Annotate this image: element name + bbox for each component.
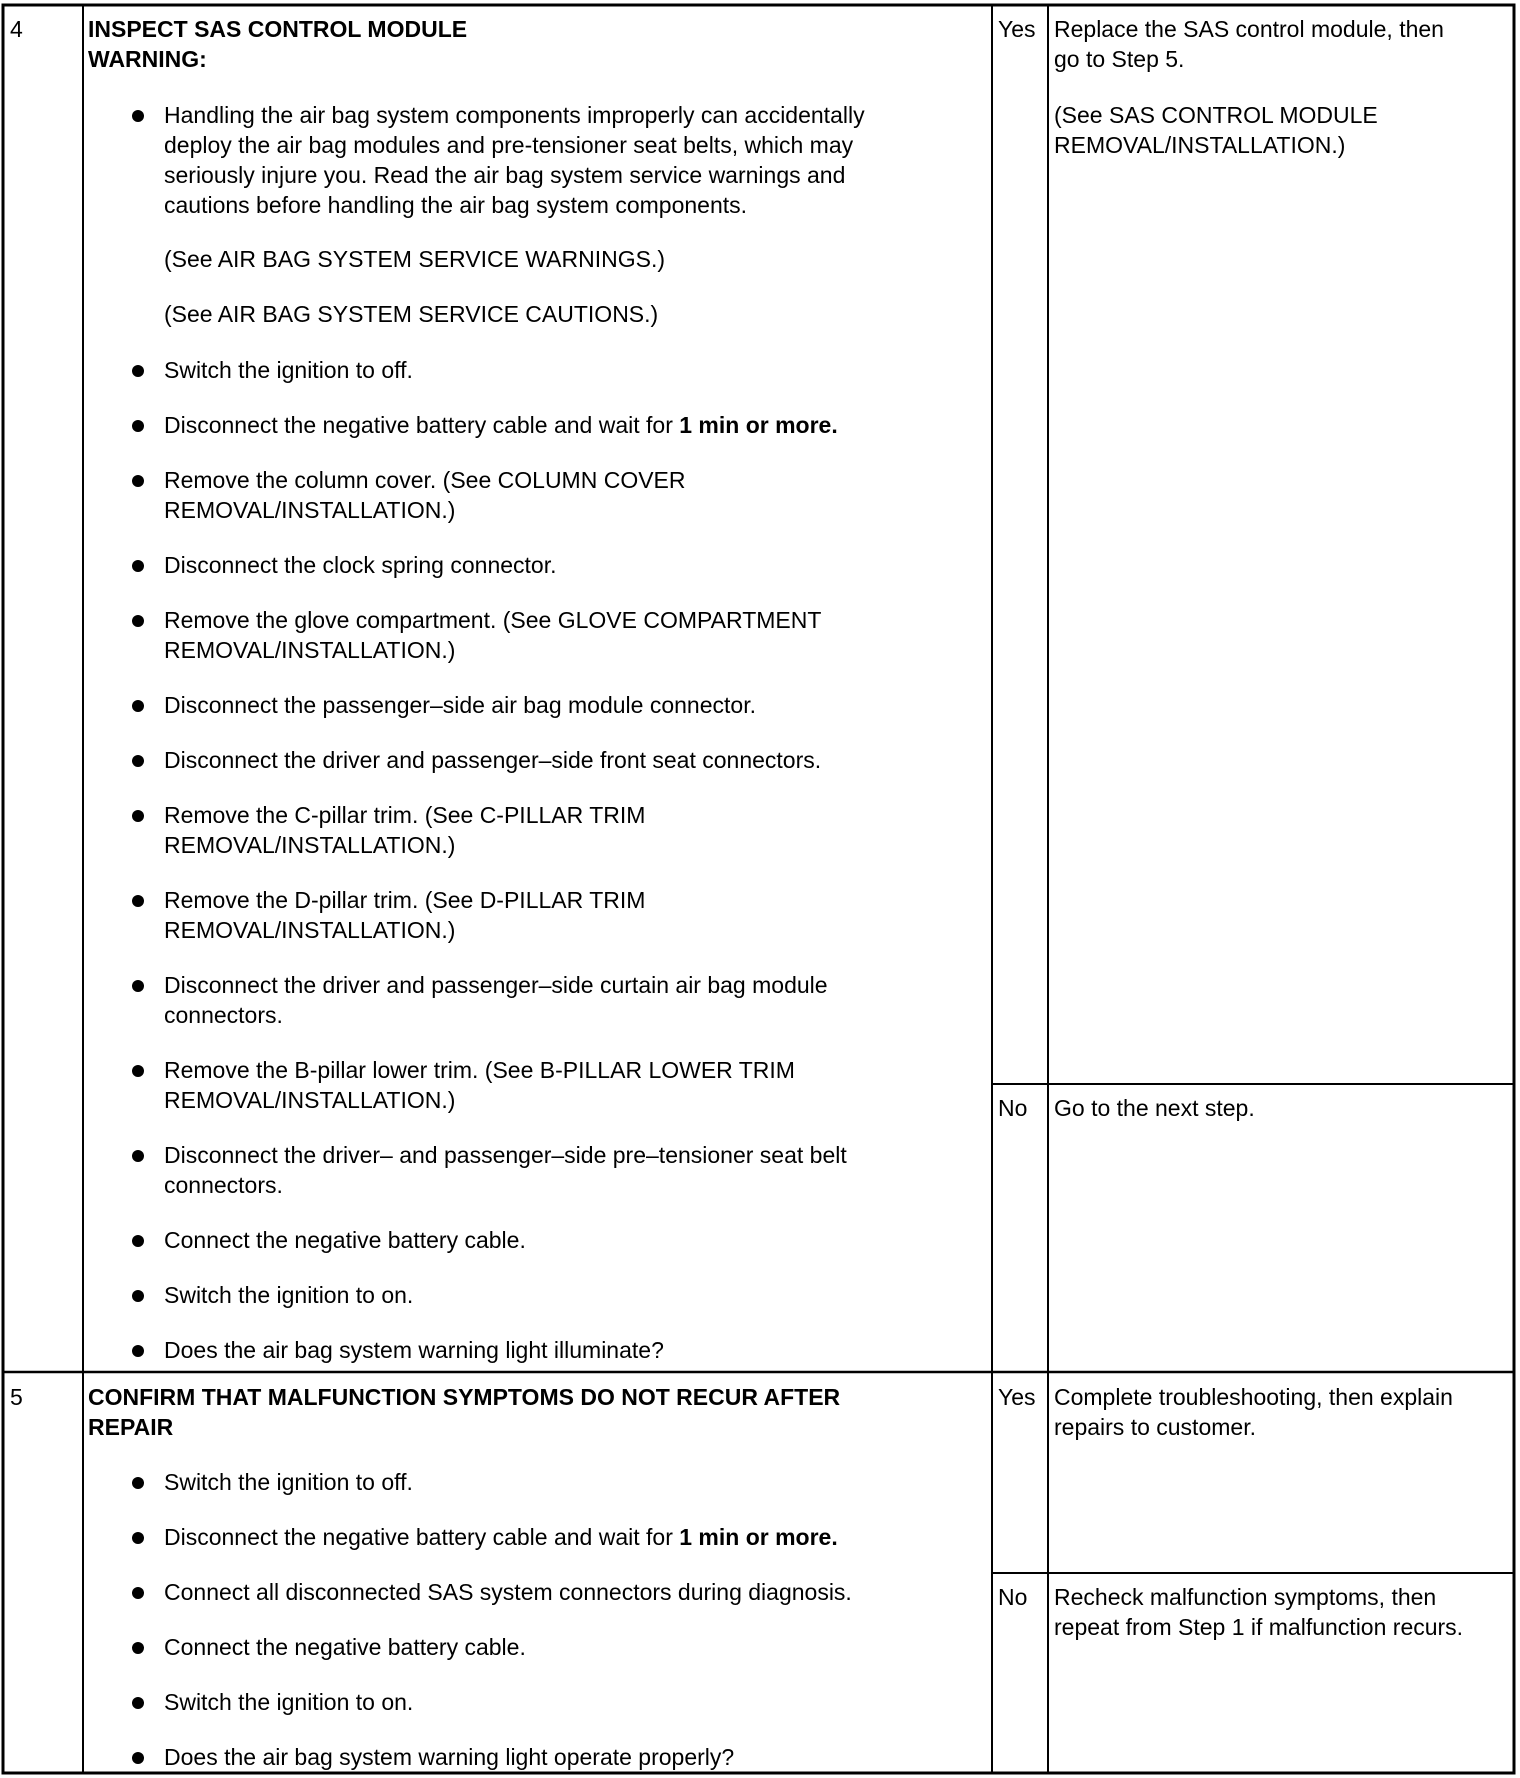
yes-result-line: Replace the SAS control module, then xyxy=(1054,16,1444,42)
no-label: No xyxy=(998,1584,1028,1610)
list-item-continuation: connectors. xyxy=(164,1172,283,1198)
list-item: Remove the glove compartment. (See GLOVE COMPARTMENT xyxy=(164,607,822,633)
list-item xyxy=(164,410,838,440)
bullet-icon xyxy=(132,1150,144,1162)
yes-result-line: Complete troubleshooting, then explain xyxy=(1054,1384,1453,1410)
step-number: 4 xyxy=(10,16,23,42)
list-item: Disconnect the driver– and passenger–side pre–tensioner seat belt xyxy=(164,1142,847,1168)
bullet-icon xyxy=(132,810,144,822)
bullet-icon xyxy=(132,1642,144,1654)
list-item-text: Disconnect the negative battery cable and wait for xyxy=(164,412,680,438)
list-item-continuation: REMOVAL/INSTALLATION.) xyxy=(164,497,456,523)
list-item: Switch the ignition to off. xyxy=(164,357,413,383)
yes-result-reference: (See SAS CONTROL MODULE xyxy=(1054,102,1378,128)
bullet-icon xyxy=(132,1290,144,1302)
bullet-icon xyxy=(132,365,144,377)
yes-result-line: repairs to customer. xyxy=(1054,1414,1256,1440)
list-item: Remove the B-pillar lower trim. (See B-PILLAR LOWER TRIM xyxy=(164,1057,795,1083)
bullet-icon xyxy=(132,420,144,432)
list-item-continuation: REMOVAL/INSTALLATION.) xyxy=(164,1087,456,1113)
no-result-line: Recheck malfunction symptoms, then xyxy=(1054,1584,1437,1610)
warning-label: WARNING: xyxy=(88,46,207,72)
yes-label: Yes xyxy=(998,1384,1036,1410)
warning-text-line: seriously injure you. Read the air bag system service warnings and xyxy=(164,162,846,188)
list-item-continuation: connectors. xyxy=(164,1002,283,1028)
list-item: Connect the negative battery cable. xyxy=(164,1634,526,1660)
step-title: INSPECT SAS CONTROL MODULE xyxy=(88,16,468,42)
step-title: CONFIRM THAT MALFUNCTION SYMPTOMS DO NOT RECUR AFTER xyxy=(88,1384,841,1410)
bullet-icon xyxy=(132,475,144,487)
list-item-continuation: REMOVAL/INSTALLATION.) xyxy=(164,832,456,858)
list-item-text: Disconnect the negative battery cable and wait for xyxy=(164,1524,680,1550)
yes-label: Yes xyxy=(998,16,1036,42)
list-item-emphasis: 1 min or more. xyxy=(679,1524,838,1550)
warning-text-line: deploy the air bag modules and pre-tensioner seat belts, which may xyxy=(164,132,854,158)
list-item: Switch the ignition to off. xyxy=(164,1469,413,1495)
bullet-icon xyxy=(132,1345,144,1357)
list-item: Connect all disconnected SAS system connectors during diagnosis. xyxy=(164,1579,852,1605)
yes-result-reference: REMOVAL/INSTALLATION.) xyxy=(1054,132,1346,158)
bullet-icon xyxy=(132,615,144,627)
list-item: Switch the ignition to on. xyxy=(164,1282,414,1308)
bullet-icon xyxy=(132,560,144,572)
bullet-icon xyxy=(132,1532,144,1544)
warning-text-line: cautions before handling the air bag system components. xyxy=(164,192,748,218)
list-item-continuation: REMOVAL/INSTALLATION.) xyxy=(164,637,456,663)
bullet-icon xyxy=(132,110,144,122)
yes-result-line: go to Step 5. xyxy=(1054,46,1185,72)
bullet-icon xyxy=(132,980,144,992)
list-item: Remove the D-pillar trim. (See D-PILLAR TRIM xyxy=(164,887,646,913)
bullet-icon xyxy=(132,1235,144,1247)
bullet-icon xyxy=(132,1752,144,1764)
bullet-icon xyxy=(132,700,144,712)
bullet-icon xyxy=(132,1477,144,1489)
no-result-line: repeat from Step 1 if malfunction recurs. xyxy=(1054,1614,1464,1640)
list-item: Disconnect the driver and passenger–side curtain air bag module xyxy=(164,972,828,998)
warning-reference: (See AIR BAG SYSTEM SERVICE CAUTIONS.) xyxy=(164,301,659,327)
list-item: Remove the column cover. (See COLUMN COVER xyxy=(164,467,686,493)
warning-text-line: Handling the air bag system components improperly can accidentally xyxy=(164,102,865,128)
warning-reference: (See AIR BAG SYSTEM SERVICE WARNINGS.) xyxy=(164,246,666,272)
step-number: 5 xyxy=(10,1384,23,1410)
bullet-icon xyxy=(132,895,144,907)
list-item: Switch the ignition to on. xyxy=(164,1689,414,1715)
list-item: Connect the negative battery cable. xyxy=(164,1227,526,1253)
bullet-icon xyxy=(132,755,144,767)
list-item: Disconnect the driver and passenger–side front seat connectors. xyxy=(164,747,822,773)
step-title-continuation: REPAIR xyxy=(88,1414,174,1440)
list-item: Does the air bag system warning light illuminate? xyxy=(164,1337,664,1363)
bullet-icon xyxy=(132,1065,144,1077)
list-item: Disconnect the clock spring connector. xyxy=(164,552,557,578)
no-result-line: Go to the next step. xyxy=(1054,1095,1255,1121)
bullet-icon xyxy=(132,1697,144,1709)
list-item: Disconnect the passenger–side air bag module connector. xyxy=(164,692,756,718)
list-item-emphasis: 1 min or more. xyxy=(679,412,838,438)
list-item xyxy=(164,1522,838,1552)
no-label: No xyxy=(998,1095,1028,1121)
list-item-continuation: REMOVAL/INSTALLATION.) xyxy=(164,917,456,943)
bullet-icon xyxy=(132,1587,144,1599)
list-item: Remove the C-pillar trim. (See C-PILLAR TRIM xyxy=(164,802,646,828)
list-item: Does the air bag system warning light operate properly? xyxy=(164,1744,735,1770)
